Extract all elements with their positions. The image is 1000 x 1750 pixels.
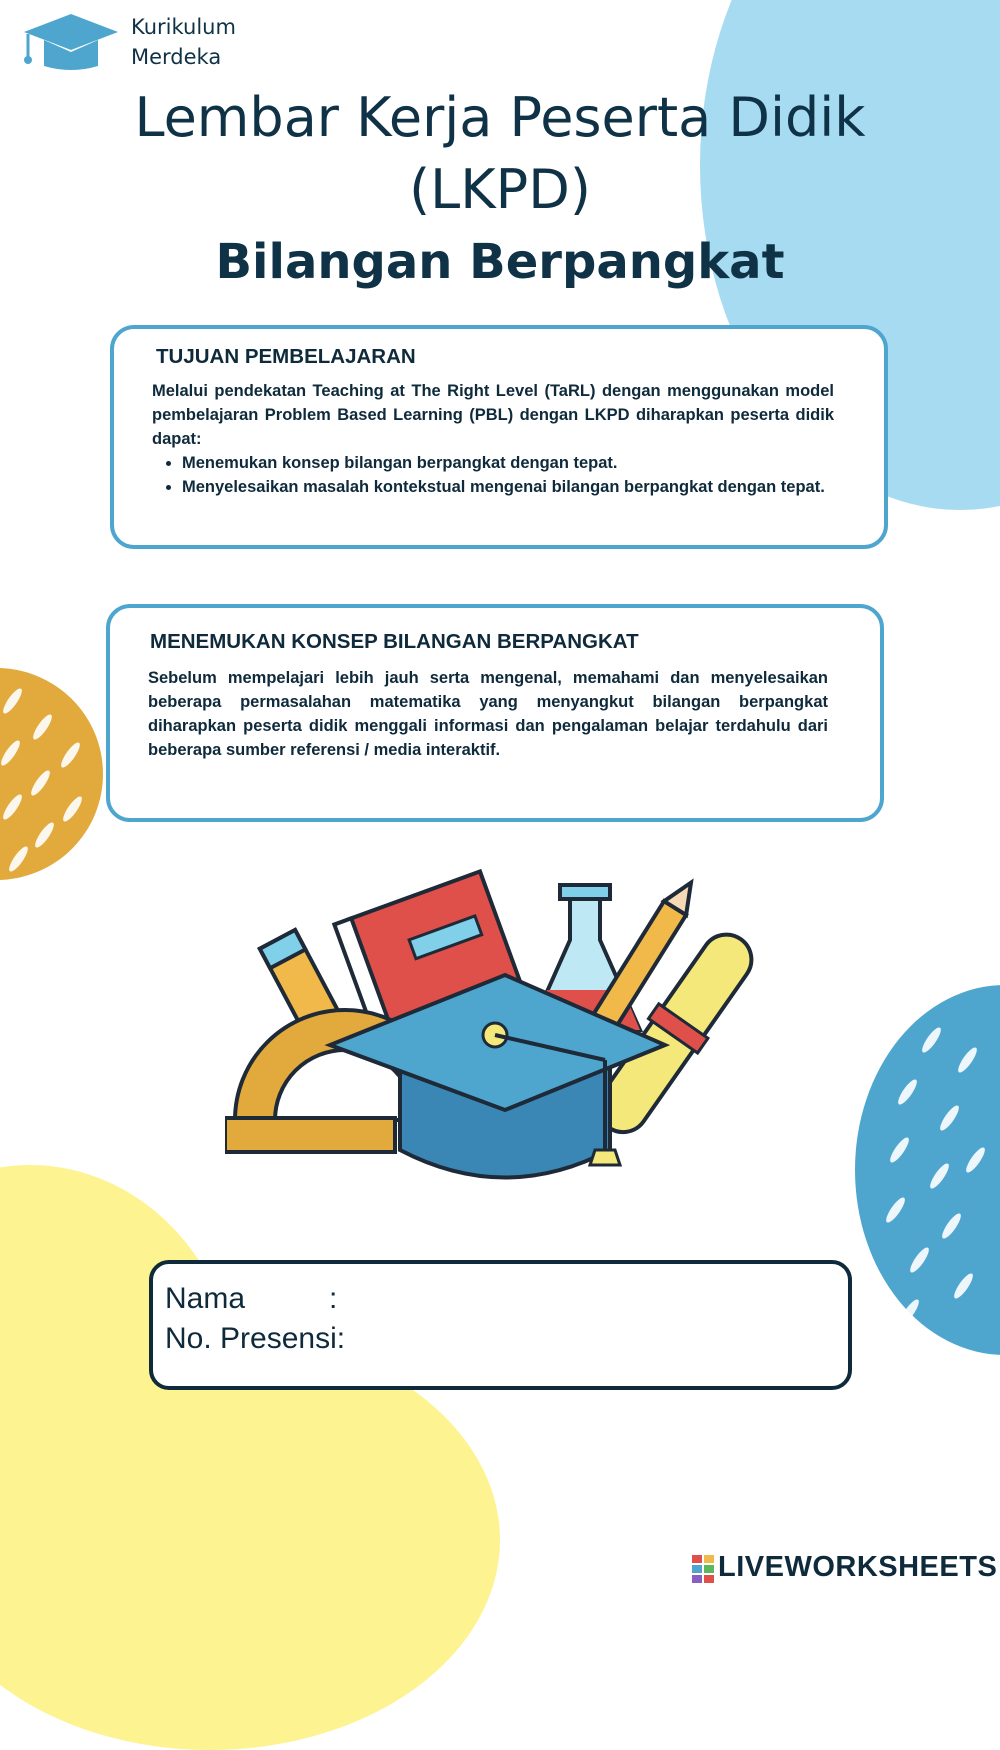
konsep-heading: MENEMUKAN KONSEP BILANGAN BERPANGKAT	[150, 630, 639, 653]
tujuan-heading: TUJUAN PEMBELAJARAN	[156, 345, 416, 368]
page-title	[0, 82, 1000, 226]
list-item: • Menyelesaikan masalah kontekstual mengenai bilangan berpangkat dengan tepat.	[182, 475, 834, 499]
konsep-text: Sebelum mempelajari lebih jauh serta mengenal, memahami dan menyelesaikan beberapa permasalahan matematika yang menyangkut bilangan berpangkat diharapkan peserta didik menggali informasi dan pengalaman belajar terdahulu dari beberapa sumber referensi / media interaktif.	[148, 669, 828, 759]
tujuan-card	[110, 325, 888, 549]
liveworksheets-brand: LIVEWORKSHEETS	[718, 1551, 998, 1583]
tujuan-intro: Melalui pendekatan Teaching at The Right Level (TaRL) dengan menggunakan model pembelajaran Problem Based Learning (PBL) dengan LKPD diharapkan peserta didik dapat:	[152, 382, 834, 448]
identity-box	[149, 1260, 852, 1390]
school-supplies-illustration	[225, 860, 765, 1214]
logo-line-2: Merdeka	[131, 45, 222, 69]
decorative-blue-blob-right	[855, 985, 1000, 1355]
logo-line-1: Kurikulum	[131, 15, 236, 39]
graduation-cap-icon	[22, 12, 120, 76]
decorative-orange-blob	[0, 668, 103, 880]
decorative-yellow-blob-bottom	[0, 1330, 500, 1750]
nama-label: Nama	[165, 1282, 246, 1315]
page-subtitle: Bilangan Berpangkat	[215, 234, 785, 290]
list-item: • Menemukan konsep bilangan berpangkat dengan tepat.	[182, 451, 834, 475]
logo-text	[131, 12, 236, 72]
title-line-1: Lembar Kerja Peserta Didik	[134, 86, 866, 149]
tujuan-list	[152, 451, 834, 499]
presensi-label: No. Presensi:	[165, 1322, 346, 1355]
nama-colon: :	[329, 1282, 338, 1315]
tujuan-body	[152, 379, 834, 499]
liveworksheets-logo-icon	[692, 1555, 716, 1587]
title-line-2: (LKPD)	[409, 158, 591, 221]
konsep-card	[106, 604, 884, 822]
